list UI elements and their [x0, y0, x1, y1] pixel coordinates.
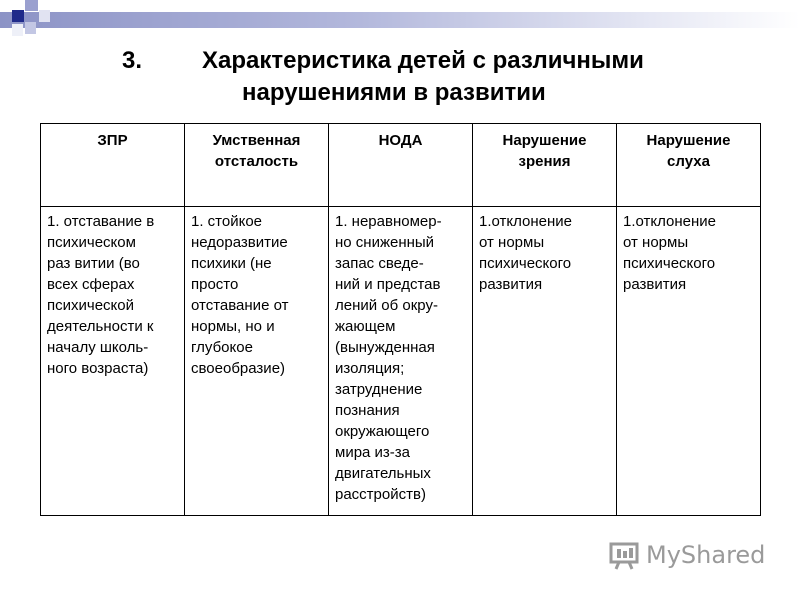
table-header-cell: НОДА [329, 124, 473, 207]
table-header-row [41, 124, 761, 207]
myshared-watermark-text: MyShared [646, 541, 766, 569]
slide-title-line1 [122, 46, 644, 76]
table-cell: 1. отставание в психическом раз витии (во всех сферах психической деятельности к началу школь- ного возраста) [41, 207, 185, 516]
slide-title-line2: нарушениями в развитии [242, 79, 546, 106]
table-header-cell: Нарушение зрения [473, 124, 617, 207]
table-cell: 1. неравномер- но сниженный запас сведе- ний и представ лений об окру- жающем (вынужденная изоляция; затруднение познания окружающего мира из-за двигательных расстройств) [329, 207, 473, 516]
table-row [41, 207, 761, 516]
table-header-cell: Нарушение слуха [617, 124, 761, 207]
myshared-watermark [608, 538, 768, 572]
table-header-cell: ЗПР [41, 124, 185, 207]
decorative-square [39, 10, 50, 22]
table-cell: 1. стойкое недоразвитие психики (не просто отставание от нормы, но и глубокое своеобразие) [185, 207, 329, 516]
decorative-square [25, 22, 36, 34]
table-cell: 1.отклонение от нормы психического развития [617, 207, 761, 516]
slide-title-number: 3. [122, 47, 143, 74]
decorative-square [12, 10, 24, 22]
header-decoration-band [0, 12, 800, 28]
decorative-square [25, 0, 38, 11]
table-header-cell: Умственная отсталость [185, 124, 329, 207]
slide-title-text1: Характеристика детей с различными [202, 47, 644, 74]
characteristics-table [40, 123, 761, 516]
table-cell: 1.отклонение от нормы психического развития [473, 207, 617, 516]
decorative-square [12, 24, 23, 36]
myshared-logo-icon [608, 540, 642, 570]
